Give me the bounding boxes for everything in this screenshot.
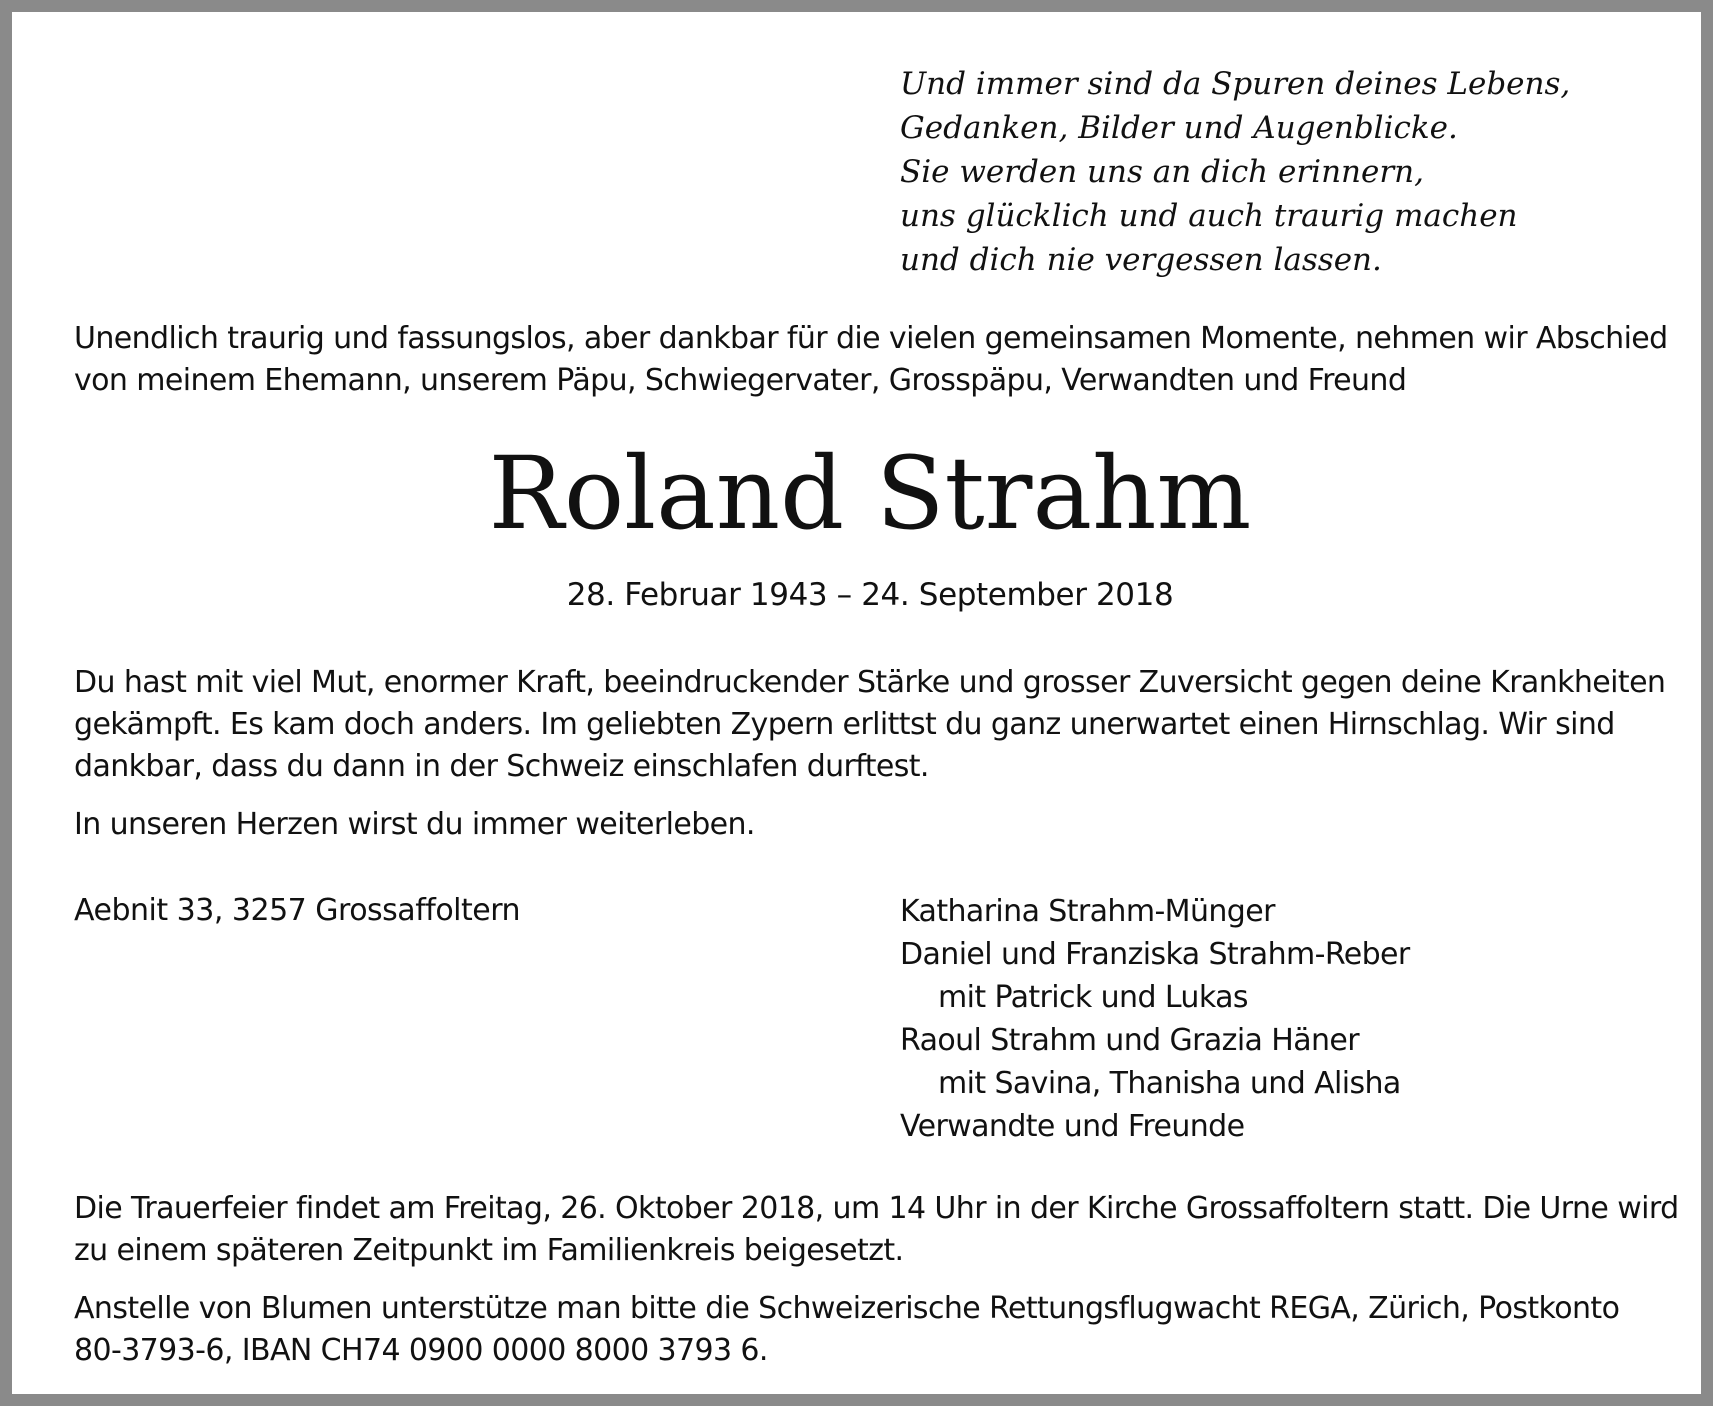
deceased-name: Roland Strahm [488,435,1252,552]
intro-line: Unendlich traurig und fassungslos, aber dankbar für die vielen gemeinsamen Momente, nehmen wir Abschied [74,321,1668,356]
tribute-line: gekämpft. Es kam doch anders. Im geliebten Zypern erlittst du ganz unerwartet einen Hirnschlag. Wir sind [74,707,1615,742]
mourner-entry: mit Patrick und Lukas [938,980,1248,1015]
remembrance-line [74,804,1666,846]
mourner-entry: mit Savina, Thanisha und Alisha [938,1066,1401,1101]
mourner-entry: Katharina Strahm-Münger [900,894,1275,929]
intro-text [74,318,1666,402]
family-address: Aebnit 33, 3257 Grossaffoltern [74,893,521,928]
tribute-line: dankbar, dass du dann in der Schweiz einschlafen durftest. [74,749,929,784]
donation-notice [74,1288,1666,1372]
quote-line: Gedanken, Bilder und Augenblicke. [900,110,1458,146]
intro-line: von meinem Ehemann, unserem Päpu, Schwiegervater, Grosspäpu, Verwandten und Freund [74,363,1407,398]
quote-line: Sie werden uns an dich erinnern, [900,154,1424,190]
funeral-line: Die Trauerfeier findet am Freitag, 26. Oktober 2018, um 14 Uhr in der Kirche Grossaffoltern statt. Die Urne wird [74,1191,1679,1226]
tribute-paragraph [74,662,1666,788]
donation-line: Anstelle von Blumen unterstütze man bitte die Schweizerische Rettungsflugwacht REGA, Zürich, Postkonto [74,1291,1620,1326]
mourners-list [900,890,1660,1148]
tribute-line: Du hast mit viel Mut, enormer Kraft, beeindruckender Stärke und grosser Zuversicht gegen deine Krankheiten [74,665,1666,700]
mourner-entry: Verwandte und Freunde [900,1109,1245,1144]
mourner-entry: Raoul Strahm und Grazia Häner [900,1023,1360,1058]
memorial-quote [900,62,1660,282]
remembrance-text: In unseren Herzen wirst du immer weiterleben. [74,807,755,842]
quote-line: Und immer sind da Spuren deines Lebens, [900,66,1571,102]
quote-line: und dich nie vergessen lassen. [900,242,1382,278]
quote-line: uns glücklich und auch traurig machen [900,198,1518,234]
life-dates: 28. Februar 1943 – 24. September 2018 [566,577,1174,613]
funeral-notice [74,1188,1679,1272]
donation-line: 80-3793-6, IBAN CH74 0900 0000 8000 3793 6. [74,1333,768,1368]
mourner-entry: Daniel und Franziska Strahm-Reber [900,937,1410,972]
funeral-line: zu einem späteren Zeitpunkt im Familienkreis beigesetzt. [74,1233,904,1268]
